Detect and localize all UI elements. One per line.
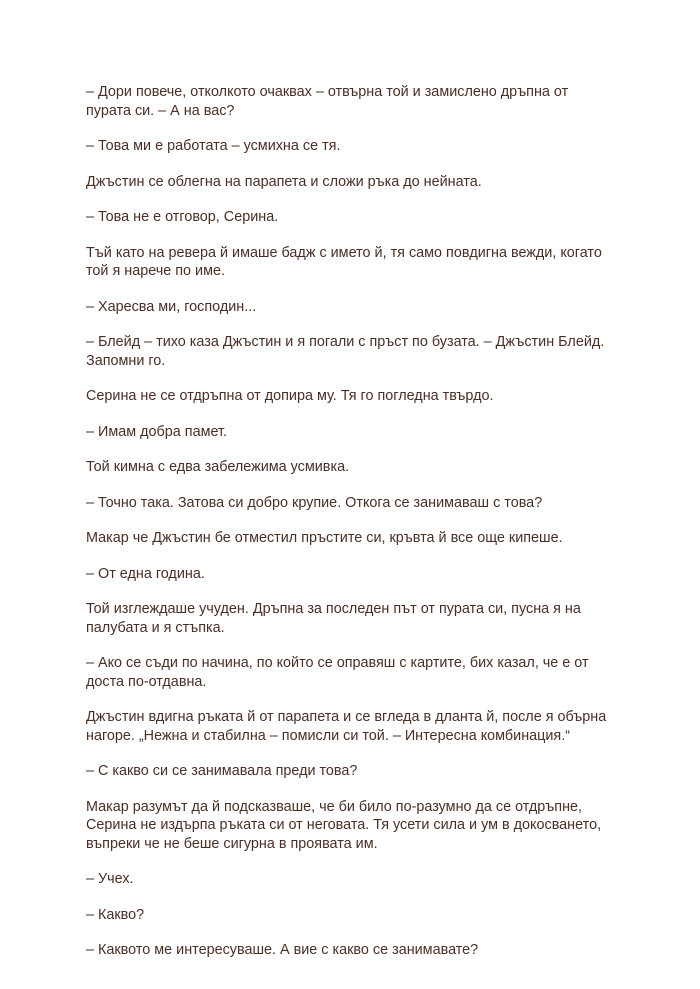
paragraph: Джъстин се облегна на парапета и сложи ръка до нейната. (86, 173, 482, 190)
paragraph: – Блейд – тихо каза Джъстин и я погали с пръст по бузата. – Джъстин Блейд. Запомни го. (86, 334, 605, 369)
paragraph: – Имам добра памет. (86, 423, 227, 440)
paragraph: Макар разумът да й подсказваше, че би било по-разумно да се отдръпне, Серина не издърпа ръката си от неговата. Тя усети сила и ум в докосването, въпреки че не беше сигурна в проявата им. (86, 798, 602, 852)
paragraph: – Това не е отговор, Серина. (86, 209, 279, 225)
paragraph: – Какво? (86, 906, 145, 923)
paragraph: – Ако се съди по начина, по който се оправяш с картите, бих казал, че е от доста по-отдавна. (86, 655, 589, 690)
paragraph: Той кимна с едва забележима усмивка. (86, 459, 350, 475)
paragraph: – Това ми е работата – усмихна се тя. (86, 138, 341, 154)
paragraph: – От една година. (86, 565, 205, 582)
paragraph: – Учех. (86, 871, 134, 887)
paragraph: Той изглеждаше учуден. Дръпна за последен път от пурата си, пусна я на палубата и я стъпка. (86, 601, 581, 636)
paragraph: Джъстин вдигна ръката й от парапета и се вгледа в дланта й, после я обърна нагоре. „Нежна и стабилна – помисли си той. – Интересна комбинация.“ (86, 709, 607, 744)
document-body (86, 83, 616, 977)
paragraph: – С какво си се занимавала преди това? (86, 763, 358, 779)
paragraph: Макар че Джъстин бе отместил пръстите си, кръвта й все още кипеше. (86, 530, 563, 546)
paragraph: – Каквото ме интересуваше. А вие с какво се занимавате? (86, 942, 479, 958)
paragraph: Серина не се отдръпна от допира му. Тя го погледна твърдо. (86, 388, 494, 404)
paragraph: Тъй като на ревера й имаше бадж с името й, тя само повдигна вежди, когато той я нарече по име. (86, 244, 602, 279)
paragraph: – Харесва ми, господин... (86, 298, 257, 315)
paragraph: – Точно така. Затова си добро крупие. Откога се занимаваш с това? (86, 494, 543, 511)
paragraph: – Дори повече, отколкото очаквах – отвърна той и замислено дръпна от пурата си. – А на вас? (86, 84, 569, 119)
